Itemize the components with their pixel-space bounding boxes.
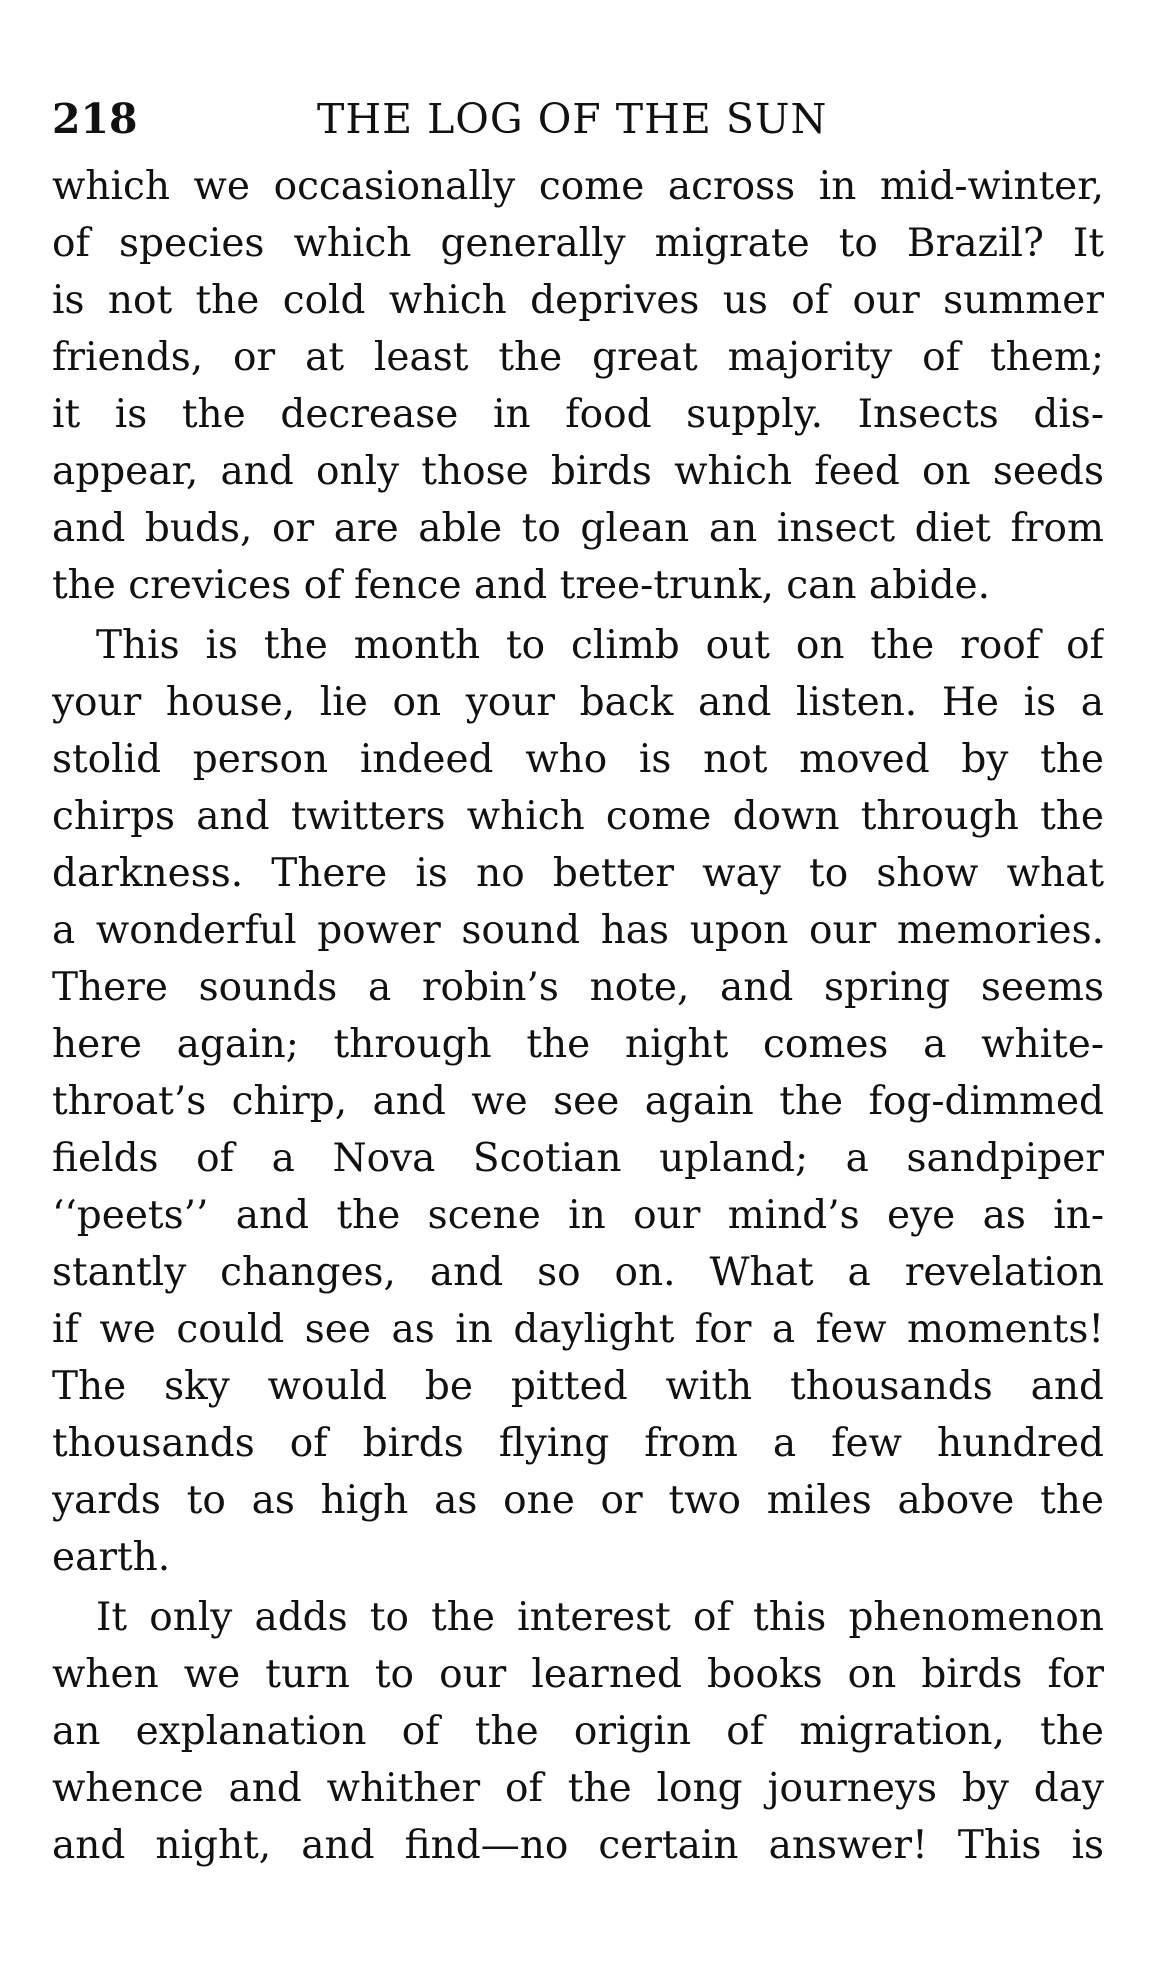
text-line: stolid person indeed who is not moved by the: [52, 737, 1104, 782]
book-page: [52, 88, 1104, 1874]
text-line: fields of a Nova Scotian upland; a sandpiper: [52, 1136, 1104, 1181]
text-line: which we occasionally come across in mid-winter,: [52, 164, 1104, 209]
text-line: earth.: [52, 1535, 171, 1580]
page-number: 218: [52, 95, 138, 143]
text-line: stantly changes, and so on. What a revelation: [52, 1250, 1104, 1295]
paragraph: [52, 1589, 1104, 1874]
text-line: throat’s chirp, and we see again the fog-dimmed: [52, 1079, 1104, 1124]
text-line: an explanation of the origin of migration, the: [52, 1709, 1104, 1754]
text-line: if we could see as in daylight for a few moments!: [52, 1307, 1104, 1352]
text-line: the crevices of fence and tree-trunk, can abide.: [52, 563, 991, 608]
paragraph: [52, 617, 1104, 1586]
text-line: and buds, or are able to glean an insect diet from: [52, 506, 1104, 551]
paragraph: [52, 158, 1104, 614]
text-line: a wonderful power sound has upon our memories.: [52, 908, 1104, 953]
text-line: yards to as high as one or two miles above the: [52, 1478, 1104, 1523]
text-line: appear, and only those birds which feed on seeds: [52, 449, 1104, 494]
text-line: it is the decrease in food supply. Insects dis-: [52, 392, 1104, 437]
text-line: ‘‘peets’’ and the scene in our mind’s eye as in-: [52, 1193, 1104, 1238]
text-line: There sounds a robin’s note, and spring seems: [52, 965, 1104, 1010]
text-line: thousands of birds flying from a few hundred: [52, 1421, 1104, 1466]
text-line: It only adds to the interest of this phenomenon: [96, 1595, 1104, 1640]
text-line: and night, and find—no certain answer! This is: [52, 1823, 1104, 1868]
text-line: when we turn to our learned books on birds for: [52, 1652, 1104, 1697]
text-line: whence and whither of the long journeys by day: [52, 1766, 1104, 1811]
text-line: This is the month to climb out on the roof of: [96, 623, 1104, 668]
text-line: darkness. There is no better way to show what: [52, 851, 1104, 896]
text-line: is not the cold which deprives us of our summer: [52, 278, 1104, 323]
text-line: your house, lie on your back and listen. He is a: [52, 680, 1104, 725]
text-line: friends, or at least the great majority of them;: [52, 335, 1104, 380]
text-line: chirps and twitters which come down through the: [52, 794, 1104, 839]
text-line: here again; through the night comes a white-: [52, 1022, 1104, 1067]
text-line: of species which generally migrate to Brazil? It: [52, 221, 1104, 266]
body-text: [52, 158, 1104, 1874]
running-title: THE LOG OF THE SUN: [317, 95, 828, 143]
text-line: The sky would be pitted with thousands and: [52, 1364, 1104, 1409]
running-head: [52, 88, 1104, 150]
